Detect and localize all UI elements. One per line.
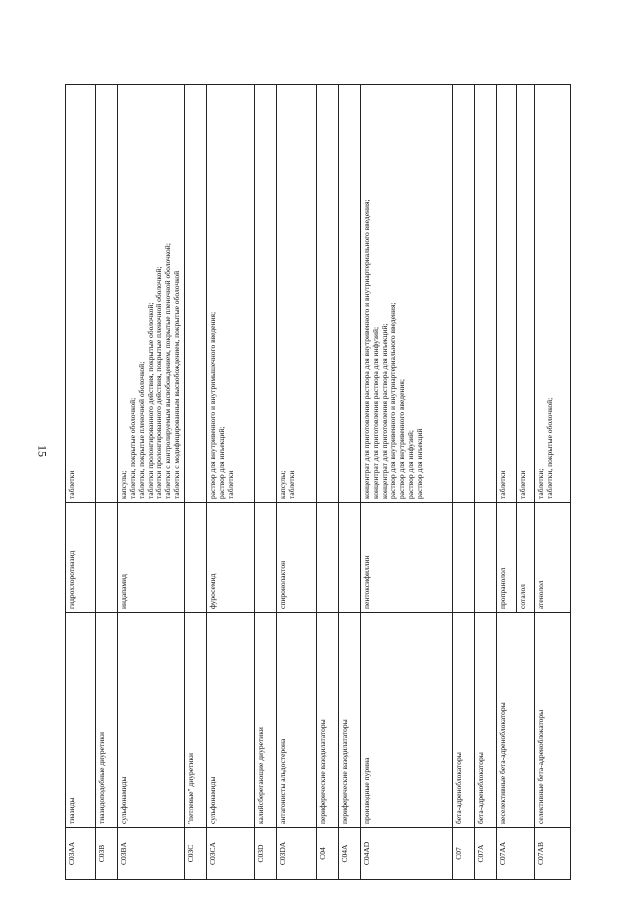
- group-name-cell: периферические вазодилататоры: [316, 613, 338, 828]
- drug-name-cell: [474, 503, 496, 613]
- group-name-cell: бета-адреноблокаторы: [452, 613, 474, 828]
- group-name-cell: антагонисты альдостерона: [276, 613, 316, 828]
- atc-code-cell: C03D: [254, 828, 276, 880]
- table-row: [276, 85, 316, 880]
- atc-code-cell: C04A: [338, 828, 360, 880]
- rotated-table-container: [65, 85, 555, 880]
- group-name-cell: периферические вазодилататоры: [338, 613, 360, 828]
- dosage-forms-cell: [316, 85, 338, 503]
- dosage-forms-cell: [96, 85, 118, 503]
- table-row: [452, 85, 474, 880]
- table-row: [534, 85, 570, 880]
- dosage-forms-cell: таблетки: [496, 85, 516, 503]
- drug-name-cell: пентоксифиллин: [360, 503, 452, 613]
- dosage-forms-cell: [338, 85, 360, 503]
- atc-code-cell: C07A: [474, 828, 496, 880]
- group-name-cell: сульфонамиды: [118, 613, 185, 828]
- dosage-forms-cell: концентрат для приготовления раствора для внутривенного и внутриартериального введения; концентрат для приготовления раствора для инфузий; концентрат для приготовления раствора для инъекций; раствор для внутривенного и внутриартериального введения; раствор для внутривенного введения; раствор для инфузий; раствор для инъекций: [360, 85, 452, 503]
- dosage-forms-cell: [184, 85, 206, 503]
- table-row: [316, 85, 338, 880]
- dosage-forms-cell: таблетки: [66, 85, 96, 503]
- dosage-forms-cell: [254, 85, 276, 503]
- page-number: 15: [35, 445, 50, 457]
- atc-code-cell: C07: [452, 828, 474, 880]
- atc-code-cell: C03BA: [118, 828, 185, 880]
- drug-name-cell: спиронолактон: [276, 503, 316, 613]
- table-row: [338, 85, 360, 880]
- group-name-cell: тиазиды: [66, 613, 96, 828]
- drug-table: [65, 84, 571, 880]
- table-row: [254, 85, 276, 880]
- table-row: [206, 85, 254, 880]
- dosage-forms-cell: капсулы; таблетки: [276, 85, 316, 503]
- group-name-cell: неселективные бета-адреноблокаторы: [496, 613, 534, 828]
- atc-code-cell: C03AA: [66, 828, 96, 880]
- atc-code-cell: C07AA: [496, 828, 534, 880]
- dosage-forms-cell: [474, 85, 496, 503]
- drug-name-cell: гидрохлоротиазид: [66, 503, 96, 613]
- dosage-forms-cell: таблетки: [516, 85, 534, 503]
- table-row: [360, 85, 452, 880]
- table-row: [474, 85, 496, 880]
- dosage-forms-cell: раствор для внутривенного и внутримышечного введения; раствор для инъекций; таблетки: [206, 85, 254, 503]
- drug-name-cell: [184, 503, 206, 613]
- drug-name-cell: [96, 503, 118, 613]
- drug-name-cell: [254, 503, 276, 613]
- atc-code-cell: C03DA: [276, 828, 316, 880]
- drug-name-cell: индапамид: [118, 503, 185, 613]
- group-name-cell: селективные бета-адреноблокаторы: [534, 613, 570, 828]
- group-name-cell: производные пурина: [360, 613, 452, 828]
- atc-code-cell: C03B: [96, 828, 118, 880]
- table-row: [66, 85, 96, 880]
- group-name-cell: бета-адреноблокаторы: [474, 613, 496, 828]
- drug-name-cell: [338, 503, 360, 613]
- group-name-cell: калийсберегающие диуретики: [254, 613, 276, 828]
- drug-name-cell: [316, 503, 338, 613]
- table-row: [96, 85, 118, 880]
- group-name-cell: сульфонамиды: [206, 613, 254, 828]
- atc-code-cell: C07AB: [534, 828, 570, 880]
- drug-name-cell: пропранолол: [496, 503, 516, 613]
- drug-name-cell: соталол: [516, 503, 534, 613]
- drug-name-cell: фуросемид: [206, 503, 254, 613]
- dosage-forms-cell: [452, 85, 474, 503]
- table-row: [118, 85, 185, 880]
- atc-code-cell: C03C: [184, 828, 206, 880]
- table-row: [184, 85, 206, 880]
- atc-code-cell: C03CA: [206, 828, 254, 880]
- table-row: [496, 85, 516, 880]
- dosage-forms-cell: таблетки; таблетки, покрытые оболочкой;: [534, 85, 570, 503]
- drug-name-cell: атенолол: [534, 503, 570, 613]
- dosage-forms-cell: капсулы; таблетки, покрытые оболочкой; таблетки, покрытые пленочной оболочкой; таблетки пролонгированного действия, покрытые оболочкой; таблетки пролонгированного действия, покрытые пленочной оболочкой; таблетки с контролируемым высвобождением, покрытые пленочной оболочкой; таблетки с модифицированным высвобождением, покрытые оболочкой: [118, 85, 185, 503]
- group-name-cell: тиазидоподобные диуретики: [96, 613, 118, 828]
- atc-code-cell: C04: [316, 828, 338, 880]
- atc-code-cell: C04AD: [360, 828, 452, 880]
- drug-name-cell: [452, 503, 474, 613]
- group-name-cell: "петлевые" диуретики: [184, 613, 206, 828]
